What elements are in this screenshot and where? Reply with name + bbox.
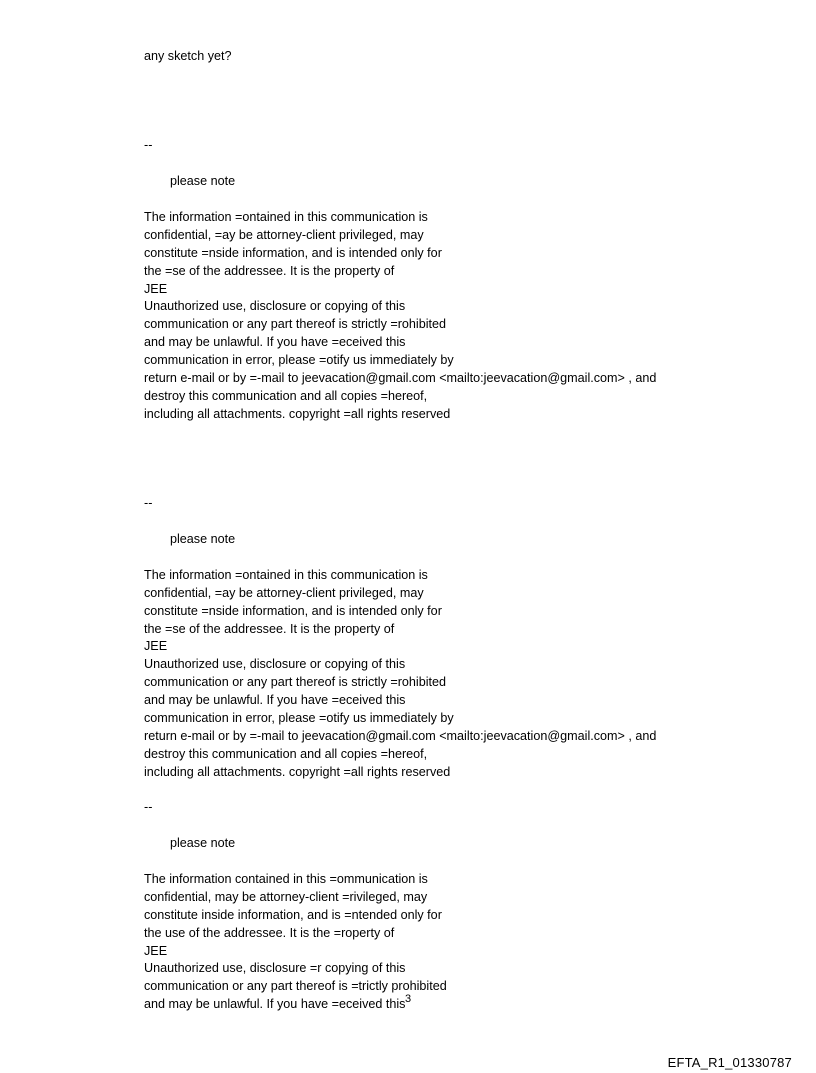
disclaimer-line: communication or any part thereof is strictly =rohibited — [144, 675, 447, 690]
email-body — [144, 48, 744, 1014]
separator: -- — [144, 800, 153, 815]
disclaimer-line: JEE — [144, 281, 168, 296]
disclaimer-line: return e-mail or by =-mail to jeevacation@gmail.com <mailto:jeevacation@gmail.com> , and — [144, 728, 657, 743]
disclaimer-line: communication or any part thereof is strictly =rohibited — [144, 317, 447, 332]
disclaimer-line: constitute =nside information, and is intended only for — [144, 603, 442, 618]
disclaimer-line: communication in error, please =otify us immediately by — [144, 353, 454, 368]
note-heading: please note — [170, 174, 236, 189]
disclaimer-line: communication or any part thereof is =trictly prohibited — [144, 979, 447, 994]
disclaimer-line: constitute =nside information, and is intended only for — [144, 245, 442, 260]
disclaimer-line: including all attachments. copyright =all rights reserved — [144, 406, 451, 421]
page-number: 3 — [404, 993, 412, 1005]
disclaimer-line: return e-mail or by =-mail to jeevacation@gmail.com <mailto:jeevacation@gmail.com> , and — [144, 371, 657, 386]
separator: -- — [144, 496, 153, 511]
note-heading: please note — [170, 532, 236, 547]
disclaimer-line: The information =ontained in this communication is — [144, 567, 428, 582]
disclaimer-line: the use of the addressee. It is the =roperty of — [144, 925, 395, 940]
disclaimer-line: confidential, =ay be attorney-client privileged, may — [144, 227, 424, 242]
disclaimer-section — [144, 799, 744, 1014]
disclaimer-section — [144, 137, 744, 423]
disclaimer-line: including all attachments. copyright =all rights reserved — [144, 764, 451, 779]
document-id: EFTA_R1_01330787 — [667, 1055, 792, 1070]
disclaimer-line: JEE — [144, 639, 168, 654]
disclaimer-line: Unauthorized use, disclosure or copying of this — [144, 657, 406, 672]
disclaimer-line: and may be unlawful. If you have =eceived this — [144, 335, 406, 350]
disclaimer-line: Unauthorized use, disclosure =r copying of this — [144, 961, 406, 976]
disclaimer-section — [144, 495, 744, 781]
disclaimer-line: the =se of the addressee. It is the property of — [144, 621, 395, 636]
disclaimer-line: confidential, may be attorney-client =rivileged, may — [144, 889, 428, 904]
disclaimer-line: Unauthorized use, disclosure or copying of this — [144, 299, 406, 314]
disclaimer-line: and may be unlawful. If you have =eceived this — [144, 693, 406, 708]
disclaimer-line: destroy this communication and all copies =hereof, — [144, 388, 428, 403]
disclaimer-line: constitute inside information, and is =ntended only for — [144, 907, 442, 922]
intro-line: any sketch yet? — [144, 49, 232, 63]
disclaimer-line: the =se of the addressee. It is the property of — [144, 263, 395, 278]
disclaimer-line: destroy this communication and all copies =hereof, — [144, 746, 428, 761]
disclaimer-line: and may be unlawful. If you have =eceived this — [144, 997, 406, 1012]
disclaimer-line: communication in error, please =otify us immediately by — [144, 710, 454, 725]
disclaimer-line: confidential, =ay be attorney-client privileged, may — [144, 585, 424, 600]
separator: -- — [144, 138, 153, 153]
note-heading: please note — [170, 836, 236, 851]
disclaimer-line: The information contained in this =ommunication is — [144, 872, 428, 886]
disclaimer-line: JEE — [144, 943, 168, 958]
disclaimer-line: The information =ontained in this communication is — [144, 210, 428, 225]
